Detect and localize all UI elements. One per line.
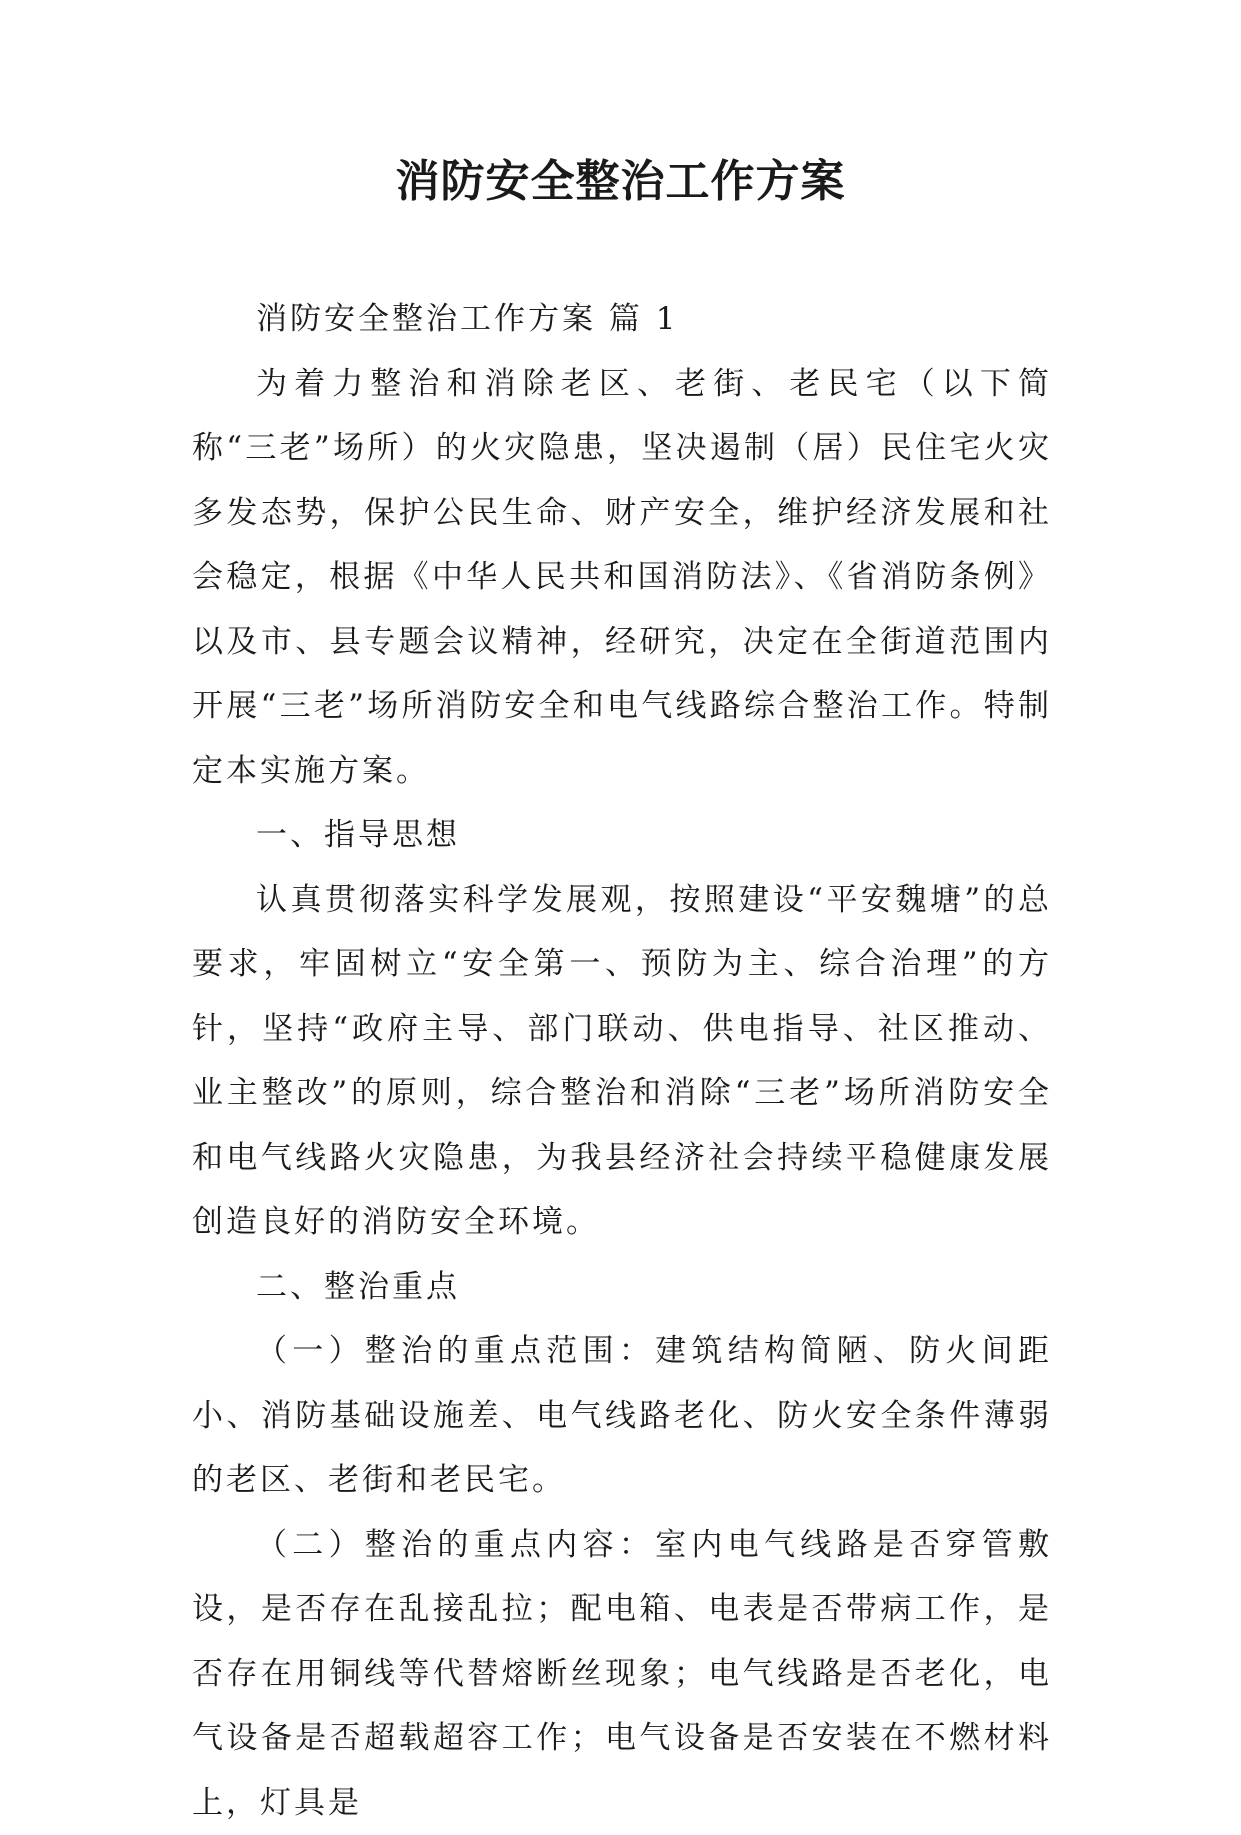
section-heading-rectification-focus: 二、整治重点 <box>192 1255 1052 1320</box>
paragraph-focus-scope: （一）整治的重点范围：建筑结构简陋、防火间距小、消防基础设施差、电气线路老化、防火安全条件薄弱的老区、老街和老民宅。 <box>192 1319 1052 1513</box>
paragraph-intro: 为着力整治和消除老区、老街、老民宅（以下简称“三老”场所）的火灾隐患，坚决遏制（居）民住宅火灾多发态势，保护公民生命、财产安全，维护经济发展和社会稳定，根据《中华人民共和国消防法》、《省消防条例》以及市、县专题会议精神，经研究，决定在全街道范围内开展“三老”场所消防安全和电气线路综合整治工作。特制定本实施方案。 <box>192 352 1052 804</box>
paragraph-focus-content: （二）整治的重点内容：室内电气线路是否穿管敷设，是否存在乱接乱拉；配电箱、电表是否带病工作，是否存在用铜线等代替熔断丝现象；电气线路是否老化，电气设备是否超载超容工作；电气设备是否安装在不燃材料上，灯具是 <box>192 1513 1052 1835</box>
section-heading-guiding-ideology: 一、指导思想 <box>192 803 1052 868</box>
paragraph-guiding-ideology: 认真贯彻落实科学发展观，按照建设“平安魏塘”的总要求，牢固树立“安全第一、预防为主、综合治理”的方针，坚持“政府主导、部门联动、供电指导、社区推动、业主整改”的原则，综合整治和消除“三老”场所消防安全和电气线路火灾隐患，为我县经济社会持续平稳健康发展创造良好的消防安全环境。 <box>192 868 1052 1255</box>
document-subtitle: 消防安全整治工作方案 篇 1 <box>192 287 1052 352</box>
document-title: 消防安全整治工作方案 <box>0 152 1241 212</box>
document-body <box>192 287 1052 1835</box>
